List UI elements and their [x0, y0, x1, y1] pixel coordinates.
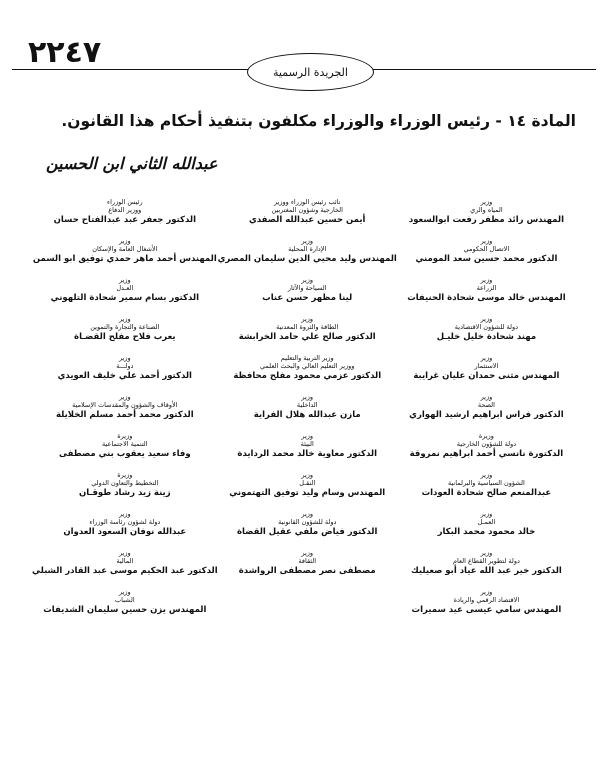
signatory-office: وزير	[118, 588, 131, 596]
signatory-name: لينا مظهر حسن عناب	[262, 293, 353, 303]
signatory-entry	[397, 315, 576, 354]
signatory-office: الإدارة المحلية	[288, 245, 327, 253]
signatory-name: مصطفى نصر مصطفى الرواشدة	[238, 566, 376, 576]
signatory-name: المهندس أحمد ماهر حمدي توفيق ابو السمن	[32, 254, 217, 264]
signatory-name: وفاء سعيد يعقوب بني مصطفى	[58, 449, 191, 459]
signatory-office: الداخلية	[296, 401, 318, 409]
signatory-office: العمـل	[477, 518, 496, 526]
signatory-entry	[218, 315, 397, 354]
signatory-office: دولـــة	[116, 362, 134, 370]
royal-signature: عبدالله الثاني ابن الحسين	[46, 154, 218, 173]
signatory-entry	[218, 549, 397, 588]
signatory-office: المياه والري	[470, 206, 503, 214]
signatory-name: خالد محمود محمد البكار	[437, 527, 536, 537]
signatory-office: وزيرة	[117, 471, 133, 479]
signatory-office: دولة لشؤون رئاسة الوزراء	[89, 518, 161, 526]
signatory-office: وزير	[480, 354, 493, 362]
signatory-entry	[218, 237, 397, 276]
signatory-entry	[397, 510, 576, 549]
signatory-office: وزير	[301, 393, 314, 401]
signatory-entry	[32, 237, 218, 276]
signatory-office: وزير	[480, 471, 493, 479]
signatory-office: العـدل	[116, 284, 134, 292]
signatory-name: عبدالله نوفان السعود العدوان	[63, 527, 187, 537]
signatory-name: مهند شحادة خليل خليـل	[436, 332, 537, 342]
signatory-office: وزير	[480, 510, 493, 518]
gazette-title-oval	[247, 53, 374, 91]
signatory-office: الاقتصاد الرقمي والريادة	[453, 596, 520, 604]
signatory-office: وزير	[301, 315, 314, 323]
signatory-entry	[397, 393, 576, 432]
signatory-entry	[397, 432, 576, 471]
signatory-entry	[32, 471, 218, 510]
signatory-office: وزير	[118, 354, 131, 362]
signatory-name: المهندس وسام وليد توفيق التهتموني	[229, 488, 386, 498]
signatory-name: الدكتور جعفر عبد عبدالفتاح حسان	[53, 215, 197, 225]
signatory-entry	[397, 276, 576, 315]
signatory-office: وزير	[301, 510, 314, 518]
signatory-office: وزير	[118, 237, 131, 245]
signatory-office: الاتصال الحكومي	[463, 245, 510, 253]
signatory-name: الدكتور معاوية خالد محمد الردايدة	[237, 449, 377, 459]
article-14: المادة ١٤ - رئيس الوزراء والوزراء مكلفون بتنفيذ أحكام هذا القانون.	[61, 112, 576, 130]
gazette-title: الجريدة الرسمية	[273, 65, 348, 79]
signatory-office: البيئة	[300, 440, 314, 448]
signatory-office: وزير	[480, 237, 493, 245]
signatory-name: الدكتور أحمد علي خليف العويدي	[57, 371, 192, 381]
signatory-office: التنمية الاجتماعية	[102, 440, 148, 448]
signatory-office: وزير	[480, 198, 493, 206]
signatory-entry	[218, 510, 397, 549]
signatory-office: الأشغال العامة والإسكان	[92, 245, 158, 253]
signatory-office: وزير	[480, 588, 493, 596]
signatory-entry	[32, 549, 218, 588]
signatory-office: وزير	[118, 393, 131, 401]
signatory-entry	[397, 354, 576, 393]
signatory-office: وزير	[480, 276, 493, 284]
signatory-office: وزير	[118, 315, 131, 323]
signatory-name: المهندس خالد موسى شحادة الحنيفات	[407, 293, 566, 303]
signatory-name: زينة زيد رشاد طوقـان	[78, 488, 171, 498]
signatory-office: دولة لتطوير القطاع العام	[452, 557, 520, 565]
signatory-name: أيمن حسين عبدالله الصفدي	[248, 215, 366, 225]
signatory-entry	[218, 276, 397, 315]
signatory-name: الدكتور بسام سمير شحادة التلهوني	[50, 293, 200, 303]
signatory-name: يعرب فلاح مفلح القضـاة	[74, 332, 176, 342]
signatory-office: ووزير التعليم العالي والبحث العلمي	[260, 362, 355, 370]
signatory-entry	[218, 393, 397, 432]
signatory-office: وزير	[480, 549, 493, 557]
signatory-office: وزير	[301, 237, 314, 245]
signatory-office: الصناعة والتجارة والتموين	[90, 323, 160, 331]
signatory-entry	[32, 354, 218, 393]
signatory-entry	[32, 198, 218, 237]
signatory-office: الصحة	[477, 401, 495, 409]
signatory-entry	[32, 315, 218, 354]
signatory-name: الدكتور عبد الحكيم موسى عبد القادر الشبلي	[32, 566, 218, 576]
signatory-entry	[32, 588, 218, 627]
signatory-office: وزير	[118, 510, 131, 518]
signatory-office: دولة للشؤون الاقتصادية	[454, 323, 519, 331]
signatory-entry	[218, 471, 397, 510]
signatory-name: الدكتور محمد أحمد مسلم الخلايلة	[55, 410, 194, 420]
signatory-office: وزير	[480, 315, 493, 323]
signatory-office: وزير	[301, 471, 314, 479]
signatory-office: وزير التربية والتعليم	[280, 354, 334, 362]
signatory-office: نائب رئيس الوزراء ووزير	[273, 198, 341, 206]
signatory-office: الاستثمار	[474, 362, 499, 370]
signatory-office: ووزير الدفاع	[108, 206, 142, 214]
signatory-entry	[397, 471, 576, 510]
signatory-name: الدكتور صالح علي حامد الخرابشة	[238, 332, 376, 342]
signatory-name: الدكتور محمد حسين سعد المومني	[415, 254, 558, 264]
page-number: ٢٢٤٧	[28, 35, 102, 70]
signatory-office: الخارجية وشؤون المغتربين	[271, 206, 343, 214]
signatory-office: وزيرة	[478, 432, 494, 440]
signatory-name: الدكتور فراس ابراهيم ارشيد الهواري	[409, 410, 564, 420]
signatory-entry	[397, 237, 576, 276]
signatory-office: الشؤون السياسية والبرلمانية	[447, 479, 525, 487]
signatory-office: وزير	[301, 432, 314, 440]
signatory-office: رئيس الوزراء	[107, 198, 143, 206]
signatory-office: النقـل	[299, 479, 316, 487]
signatory-name: المهندس يزن حسين سليمان الشديفات	[43, 605, 207, 615]
signatory-name: عبدالمنعم صالح شحادة العودات	[421, 488, 552, 498]
signatory-entry	[32, 510, 218, 549]
signatory-entry	[32, 393, 218, 432]
signatory-office: وزير	[118, 549, 131, 557]
signatory-entry	[397, 588, 576, 627]
signatory-name: الدكتور فياض ملفي عقيل القضاة	[237, 527, 378, 537]
signatory-name: الدكتور عزمي محمود مفلح محافظة	[233, 371, 382, 381]
signatory-office: السياحة والآثار	[287, 284, 327, 292]
signatory-entry	[218, 588, 397, 627]
signatory-office: وزير	[480, 393, 493, 401]
signatory-name: المهندس وليد محيي الدين سليمان المصري	[217, 254, 397, 264]
signatory-name: الدكتورة نانسي أحمد ابراهيم نمروقة	[409, 449, 564, 459]
signatory-office: وزير	[301, 549, 314, 557]
signatory-office: وزيرة	[117, 432, 133, 440]
signatory-name: المهندس مثنى حمدان عليان غرايبة	[413, 371, 560, 381]
signatory-entry	[218, 198, 397, 237]
signatory-office: الثقافة	[298, 557, 317, 565]
signatory-name: المهندس رائد مظفر رفعت ابوالسعود	[408, 215, 564, 225]
signatory-office: وزير	[118, 276, 131, 284]
signatory-office: التخطيط والتعاون الدولي	[91, 479, 159, 487]
signatory-office: المالية	[116, 557, 134, 565]
signatory-office: الشباب	[114, 596, 135, 604]
signatory-office: دولة للشؤون الخارجية	[456, 440, 517, 448]
signatory-office: دولة للشؤون القانونية	[278, 518, 337, 526]
signatory-entry	[218, 432, 397, 471]
signatory-entry	[32, 276, 218, 315]
signatory-office: وزير	[301, 276, 314, 284]
signatory-office: الزراعة	[476, 284, 497, 292]
signatory-entry	[397, 198, 576, 237]
signatory-office: الأوقاف والشؤون والمقدسات الإسلامية	[72, 401, 178, 409]
signatory-entry	[218, 354, 397, 393]
signatory-name: المهندس سامي عيسى عيد سميرات	[411, 605, 562, 615]
signatory-entry	[397, 549, 576, 588]
signatories-grid	[32, 198, 576, 627]
signatory-office: الطاقة والثروة المعدنية	[276, 323, 339, 331]
signatory-entry	[32, 432, 218, 471]
signatory-name: الدكتور خير عبد الله عياد أبو صعيليك	[411, 566, 562, 576]
signatory-name: مازن عبدالله هلال الفراية	[253, 410, 361, 420]
